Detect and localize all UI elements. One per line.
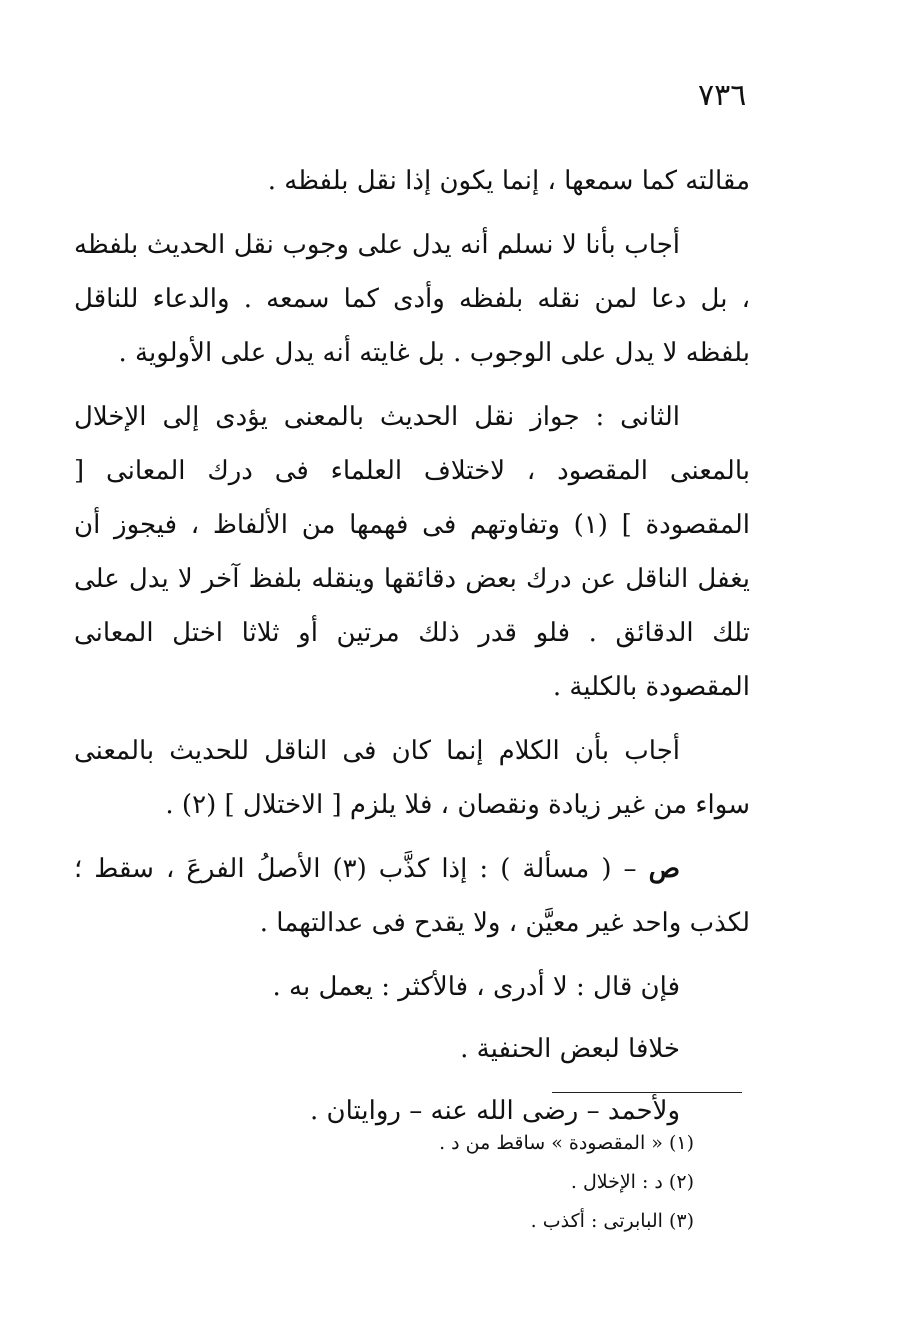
footnote-1: (١) « المقصودة » ساقط من د .: [439, 1132, 694, 1154]
body-text: [74, 154, 750, 1146]
indented-line-1: فإن قال : لا أدرى ، فالأكثر : يعمل به .: [272, 972, 680, 1002]
page-number: ٧٣٦: [698, 78, 747, 113]
masala-text: – ( مسألة ) : إذا كذَّب (٣) الأصلُ الفرعَ ، سقط ؛ لكذب واحد غير معيَّن ، ولا يقدح فى عدالتهما .: [74, 854, 750, 938]
indented-line-2: خلافا لبعض الحنفية .: [460, 1034, 680, 1064]
footnote-2: (٢) د : الإخلال .: [570, 1171, 694, 1193]
footnote-separator: [552, 1092, 742, 1093]
paragraph-4: أجاب بأن الكلام إنما كان فى الناقل للحديث بالمعنى سواء من غير زيادة ونقصان ، فلا يلزم [ الاختلال ] (٢) .: [74, 736, 750, 820]
paragraph-2: أجاب بأنا لا نسلم أنه يدل على وجوب نقل الحديث بلفظه ، بل دعا لمن نقله بلفظه وأدى كما سمعه . والدعاء للناقل بلفظه لا يدل على الوجوب . بل غايته أنه يدل على الأولوية .: [74, 230, 750, 368]
masala-marker: ص: [648, 854, 681, 884]
paragraph-3: الثانى : جواز نقل الحديث بالمعنى يؤدى إلى الإخلال بالمعنى المقصود ، لاختلاف العلماء فى درك المعانى [ المقصودة ] (١) وتفاوتهم فى فهمها من الألفاظ ، فيجوز أن يغفل الناقل عن درك بعض دقائقها وينقله بلفظ آخر لا يدل على تلك الدقائق . فلو قدر ذلك مرتين أو ثلاثا اختل المعانى المقصودة بالكلية .: [74, 402, 750, 702]
footnote-3: (٣) البابرتى : أكذب .: [530, 1210, 694, 1232]
paragraph-1: مقالته كما سمعها ، إنما يكون إذا نقل بلفظه .: [267, 166, 750, 196]
masala-paragraph: [74, 842, 750, 950]
indented-lines: [74, 960, 750, 1138]
indented-line-3: ولأحمد – رضى الله عنه – روايتان .: [310, 1096, 680, 1126]
footnotes: [300, 1124, 694, 1241]
